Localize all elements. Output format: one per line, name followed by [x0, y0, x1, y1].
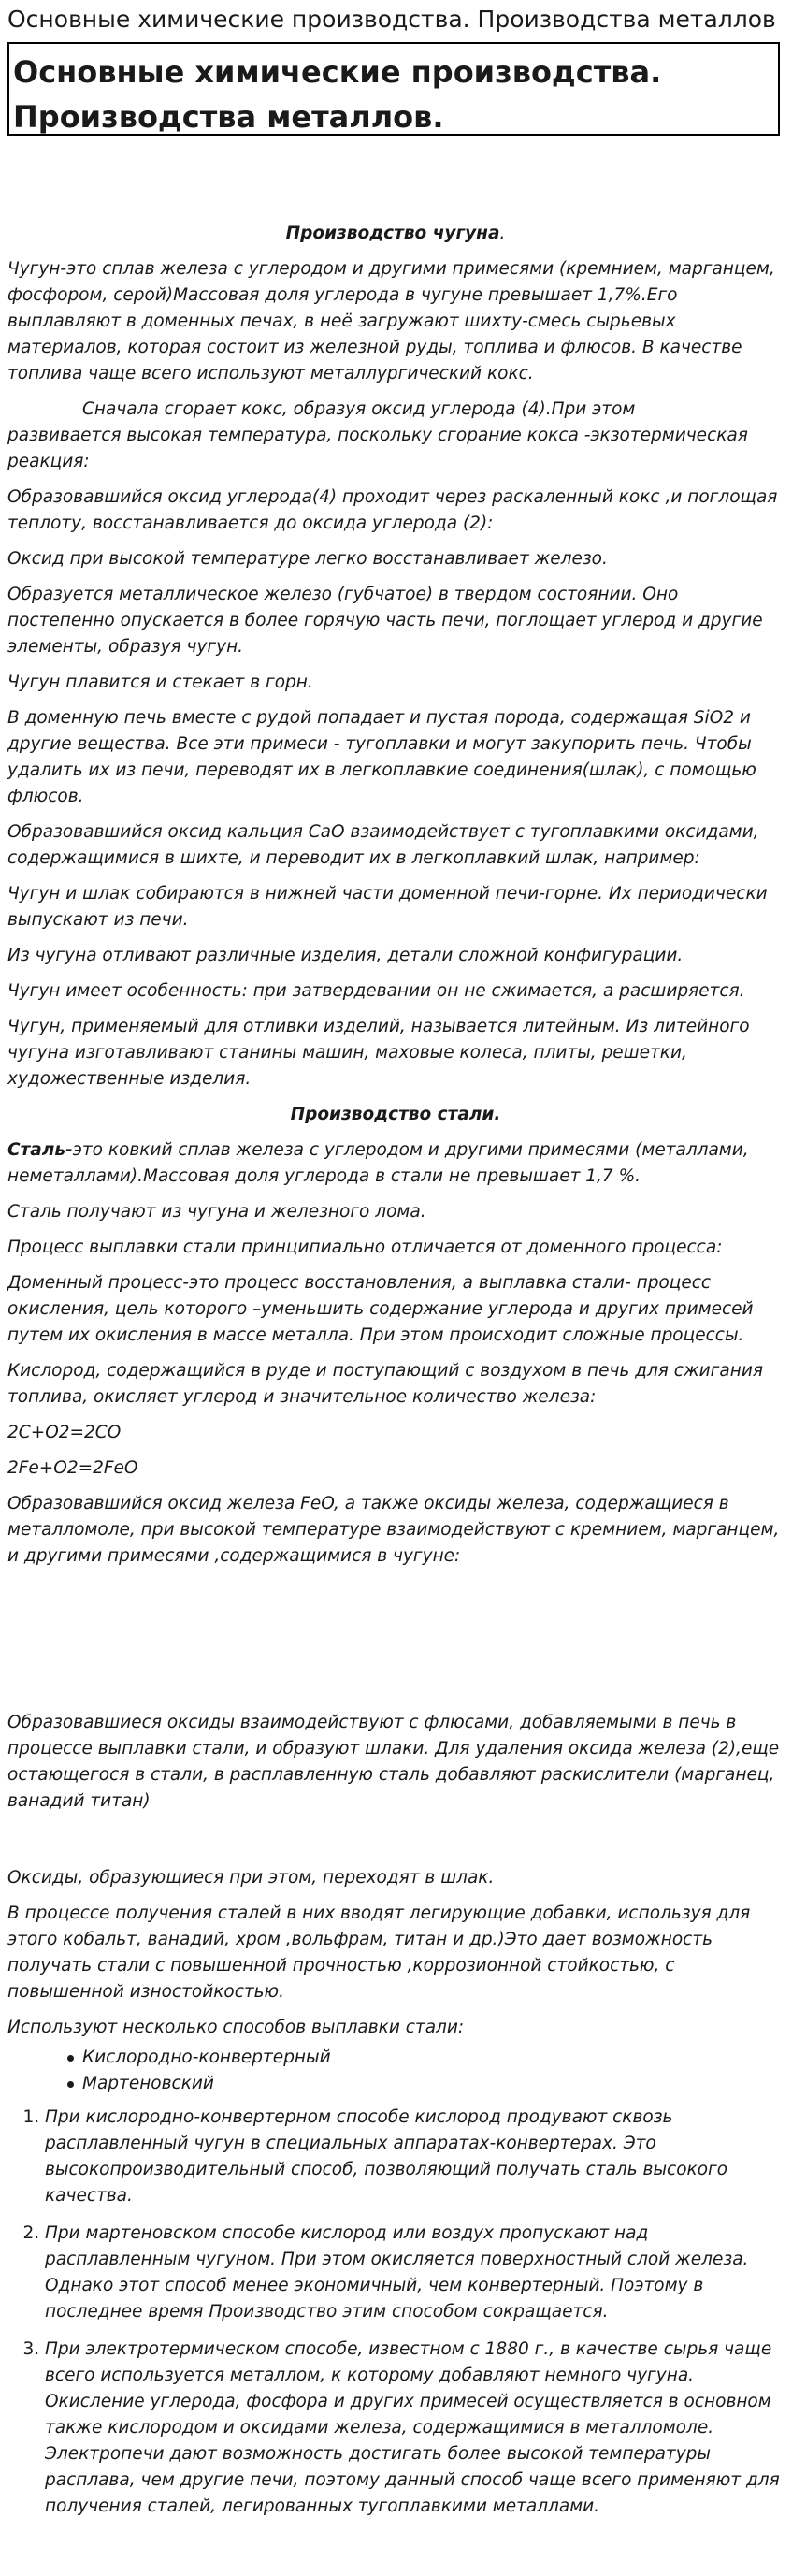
paragraph: Чугун имеет особенность: при затвердевании он не сжимается, а расширяется.	[7, 981, 745, 1001]
main-heading: Основные химические производства. Производства металлов.	[13, 54, 662, 135]
paragraph: развивается высокая температура, поскольку сгорание кокса -экзотермическая реакция:	[7, 426, 748, 471]
paragraph: Сталь получают из чугуна и железного лома.	[7, 1202, 426, 1222]
steps-list	[7, 2105, 784, 2520]
paragraph: Оксиды, образующиеся при этом, переходят в шлак.	[7, 1868, 495, 1888]
paragraph: Образовавшийся оксид железа FeO, а также оксиды железа, содержащиеся в металломоле, при высокой температуре взаимодействуют с кремнием, марганцем, и другими примесями ,содержащимися в чугуне:	[7, 1494, 780, 1566]
list-item: 2. При мартеновском способе кислород или воздух пропускают над расплавленным чугуном. При этом окисляется поверхностный слой железа. Однако этот способ менее экономичный, чем конвертерный. Поэтому в последнее время Производство этим способом сокращается.	[45, 2221, 784, 2325]
equation: 2C+O2=2CO	[7, 1423, 122, 1442]
paragraph: Из чугуна отливают различные изделия, детали сложной конфигурации.	[7, 946, 684, 965]
paragraph	[7, 1137, 784, 1190]
list-item: 3. При электротермическом способе, известном с 1880 г., в качестве сырья чаще всего используется металлом, к которому добавляют немного чугуна. Окисление углерода, фосфора и других примесей осуществляется в основном также кислородом и оксидами железа, содержащимися в металломоле. Электропечи дают возможность достигать более высокой температуры расплава, чем другие печи, поэтому данный способ чаще всего применяют для получения сталей, легированных тугоплавкими металлами.	[45, 2337, 784, 2520]
section-heading-steel: Производство стали.	[290, 1105, 501, 1124]
section-heading-cast-iron	[7, 221, 784, 247]
paragraph: Образовавшиеся оксиды взаимодействуют с флюсами, добавляемыми в печь в процессе выплавки стали, и образуют шлаки. Для удаления оксида железа (2),еще остающегося в стали, в расплавленную сталь добавляют раскислители (марганец, ванадий титан)	[7, 1713, 780, 1811]
paragraph: Кислород, содержащийся в руде и поступающий с воздухом в печь для сжигания топлива, окисляет углерод и значительное количество железа:	[7, 1361, 763, 1407]
paragraph: Образуется металлическое железо (губчатое) в твердом состоянии. Оно постепенно опускается в более горячую часть печи, поглощает углерод и другие элементы, образуя чугун.	[7, 585, 763, 657]
paragraph: Процесс выплавки стали принципиально отличается от доменного процесса:	[7, 1237, 723, 1257]
paragraph: Образовавшийся оксид углерода(4) проходит через раскаленный кокс ,и поглощая теплоту, восстанавливается до оксида углерода (2):	[7, 487, 778, 533]
list-item: Мартеновский	[82, 2071, 784, 2097]
paragraph: Доменный процесс-это процесс восстановления, а выплавка стали- процесс окисления, цель которого –уменьшить содержание углерода и других примесей путем их окисления в массе металла. При этом происходит сложные процессы.	[7, 1273, 754, 1345]
paragraph: Используют несколько способов выплавки стали:	[7, 2018, 465, 2037]
section-heading-cast-iron-text: Производство чугуна	[285, 224, 500, 243]
paragraph: Оксид при высокой температуре легко восстанавливает железо.	[7, 549, 608, 569]
methods-list	[7, 2045, 784, 2097]
paragraph: Чугун-это сплав железа с углеродом и другими примесями (кремнием, марганцем, фосфором, серой)Массовая доля углерода в чугуне превышает 1,7%.Его выплавляют в доменных печах, в неё загружают шихту-смесь сырьевых материалов, которая состоит из железной руды, топлива и флюсов. В качестве топлива чаще всего используют металлургический кокс.	[7, 259, 775, 384]
equation: 2Fe+O2=2FeO	[7, 1458, 138, 1478]
paragraph: В процессе получения сталей в них вводят легирующие добавки, используя для этого кобальт, ванадий, хром ,вольфрам, титан и др.)Это дает возможность получать стали с повышенной прочностью ,коррозионной стойкостью, с повышенной изностойкостью.	[7, 1903, 751, 2002]
section-heading-cast-iron-dot: .	[499, 224, 506, 243]
paragraph: В доменную печь вместе с рудой попадает и пустая порода, содержащая SiO2 и другие вещества. Все эти примеси - тугоплавки и могут закупорить печь. Чтобы удалить их из печи, переводят их в легкоплавкие соединения(шлак), с помощью флюсов.	[7, 708, 756, 806]
paragraph: Сначала сгорает кокс, образуя оксид углерода (4).При этом	[82, 399, 636, 419]
steel-term: Сталь-	[7, 1140, 73, 1160]
paragraph: Чугун и шлак собираются в нижней части доменной печи-горне. Их периодически выпускают из печи.	[7, 884, 768, 930]
blank-space	[7, 1824, 784, 1865]
paragraph: Образовавшийся оксид кальция CaO взаимодействует с тугоплавкими оксидами, содержащимися в шихте, и переводит их в легкоплавкий шлак, например:	[7, 822, 759, 868]
blank-space	[7, 1579, 784, 1710]
article-body	[7, 221, 784, 2531]
steel-definition: это ковкий сплав железа с углеродом и другими примесями (металлами, неметаллами).Массовая доля углерода в стали не превышает 1,7 %.	[7, 1140, 749, 1186]
list-item: Кислородно-конвертерный	[82, 2045, 784, 2071]
page-title: Основные химические производства. Производства металлов	[7, 6, 776, 33]
list-item: 1. При кислородно-конвертерном способе кислород продувают сквозь расплавленный чугун в специальных аппаратах-конвертерах. Это высокопроизводительный способ, позволяющий получать сталь высокого качества.	[45, 2105, 784, 2209]
paragraph: Чугун плавится и стекает в горн.	[7, 673, 313, 692]
heading-box	[7, 42, 780, 136]
paragraph: Чугун, применяемый для отливки изделий, называется литейным. Из литейного чугуна изготавливают станины машин, маховые колеса, плиты, решетки, художественные изделия.	[7, 1017, 750, 1089]
